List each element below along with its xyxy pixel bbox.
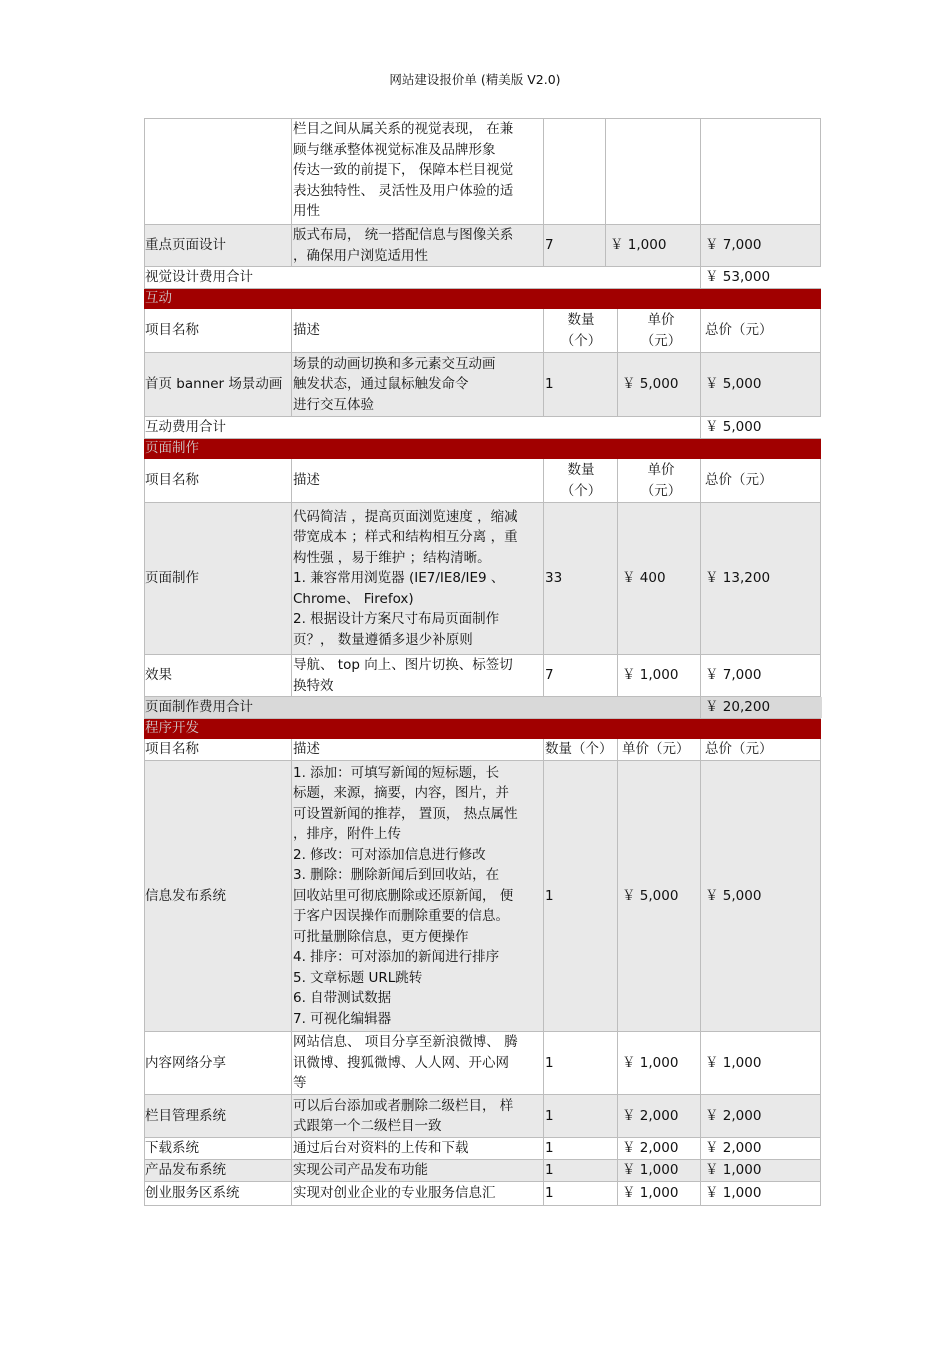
item-total: ￥ 5,000: [705, 887, 762, 904]
header-name: 项目名称: [145, 739, 292, 760]
item-total: ￥ 13,200: [705, 570, 771, 587]
description-line: 换特效: [293, 677, 334, 694]
item-name: 页面制作: [145, 503, 292, 654]
description-line: 构性强 ，易于维护 ；结构清晰。: [293, 549, 491, 566]
subtotal-value: ￥ 5,000: [701, 417, 822, 438]
item-description: [293, 507, 518, 651]
description-line: 实现对创业企业的专业服务信息汇: [293, 1185, 496, 1202]
item-total: ￥ 7,000: [705, 237, 762, 254]
header-line: （个）: [560, 332, 602, 349]
table-row: [144, 1095, 821, 1138]
item-description: [293, 354, 496, 416]
description-line: 通过后台对资料的上传和下载: [293, 1140, 469, 1157]
item-unit-price: ￥ 5,000: [618, 353, 701, 416]
header-qty: [545, 460, 617, 501]
table-row: [144, 353, 821, 417]
item-qty: 1: [544, 761, 618, 1031]
description-line: 网站信息、 项目分享至新浪微博、 腾: [293, 1034, 518, 1051]
header-line: 单价: [647, 462, 675, 478]
description-line: 用性: [293, 203, 320, 219]
description-line: ，排序，附件上传: [293, 826, 401, 843]
subtotal-label: 互动费用合计: [145, 417, 701, 438]
description-line: 于客户因误操作而删除重要的信息。: [293, 908, 509, 925]
section-title: 页面制作: [145, 440, 199, 457]
column-header-row: [144, 309, 821, 353]
item-description: [293, 1032, 518, 1094]
item-name: 首页 banner 场景动画: [145, 353, 292, 416]
description-line: 2. 修改：可对添加信息进行修改: [293, 846, 486, 863]
description-line: 带宽成本 ；样式和结构相互分离 ，重: [293, 529, 518, 546]
table-row: [144, 1160, 821, 1182]
item-unit-price: ￥ 1,000: [618, 1182, 701, 1205]
item-unit-price: ￥ 1,000: [618, 1032, 701, 1094]
item-description: [293, 1096, 513, 1137]
unit-price-cell: [606, 119, 701, 224]
section-header: [144, 289, 821, 309]
item-qty: 1: [544, 1095, 618, 1137]
header-line: （个）: [560, 482, 602, 499]
item-name: 信息发布系统: [145, 761, 292, 1031]
table-row: [144, 225, 821, 267]
section-title: 程序开发: [145, 720, 199, 737]
subtotal-label: 页面制作费用合计: [145, 697, 701, 718]
item-unit-price: ￥ 2,000: [618, 1095, 701, 1137]
document-title: 网站建设报价单 (精美版 V2.0): [389, 72, 561, 87]
description-line: 5. 文章标题 URL跳转: [293, 969, 423, 986]
description-line: 回收站里可彻底删除或还原新闻， 便: [293, 887, 514, 904]
description-line: 7. 可视化编辑器: [293, 1010, 392, 1027]
header-qty: [545, 310, 617, 351]
section-title: 互动: [145, 290, 172, 307]
header-unit: [622, 310, 700, 351]
table-row: [144, 655, 821, 697]
description-line: 标题，来源，摘要，内容，图片，并: [293, 785, 509, 802]
description-line: 版式布局， 统一搭配信息与图像关系: [293, 227, 514, 243]
description-line: 可设置新闻的推荐， 置顶， 热点属性: [293, 805, 518, 822]
column-header-row: [144, 739, 821, 761]
header-name: 项目名称: [145, 309, 292, 352]
header-total: 总价（元）: [705, 322, 773, 339]
item-name: 下载系统: [145, 1138, 292, 1159]
section-header: [144, 719, 821, 739]
item-unit-price: ￥ 1,000: [618, 655, 701, 696]
item-total: ￥ 7,000: [705, 667, 762, 684]
section-header: [144, 439, 821, 459]
header-total: 总价（元）: [705, 741, 773, 758]
header-line: （元）: [640, 332, 682, 349]
item-name-cell: [145, 119, 292, 224]
item-qty: 1: [544, 1160, 618, 1181]
description-line: 进行交互体验: [293, 396, 374, 413]
item-name: 效果: [145, 655, 292, 696]
description-line: 实现公司产品发布功能: [293, 1162, 428, 1179]
item-unit-price: ￥ 1,000: [618, 1160, 701, 1181]
description-line: 2. 根据设计方案尺寸布局页面制作: [293, 611, 500, 628]
item-name: 栏目管理系统: [145, 1095, 292, 1137]
item-description: [293, 119, 513, 222]
subtotal-label: 视觉设计费用合计: [145, 267, 701, 288]
item-qty: 1: [544, 1032, 618, 1094]
description-line: 代码简洁 ，提高页面浏览速度 ，缩减: [293, 508, 518, 525]
item-unit-price: ￥ 2,000: [618, 1138, 701, 1159]
item-description: [293, 1183, 496, 1204]
description-line: 可批量删除信息，更方便操作: [293, 928, 469, 945]
item-description: [293, 655, 513, 696]
description-line: 式跟第一个二级栏目一致: [293, 1118, 442, 1134]
header-line: 单价: [647, 312, 675, 328]
item-qty: 1: [544, 1182, 618, 1205]
item-name: 内容网络分享: [145, 1032, 292, 1094]
description-line: 6. 自带测试数据: [293, 990, 392, 1007]
table-row: [144, 503, 821, 655]
total-cell: [701, 119, 822, 224]
item-name: 创业服务区系统: [145, 1182, 292, 1205]
description-line: 导航、 top 向上、图片切换、标签切: [293, 657, 513, 673]
header-name: 项目名称: [145, 459, 292, 502]
item-qty: 1: [544, 1138, 618, 1159]
header-qty: 数量（个）: [544, 739, 618, 760]
item-qty: 1: [544, 353, 618, 416]
item-description: [293, 1160, 428, 1181]
table-row: [144, 1032, 821, 1095]
description-line: 触发状态，通过鼠标触发命令: [293, 376, 469, 393]
description-line: 等: [293, 1075, 307, 1092]
subtotal-value: ￥ 20,200: [701, 697, 822, 718]
table-row: [144, 118, 821, 225]
description-line: 4. 排序：可对添加的新闻进行排序: [293, 949, 500, 966]
table-row: [144, 1182, 821, 1206]
item-total: ￥ 2,000: [705, 1107, 762, 1124]
item-name: 重点页面设计: [145, 225, 292, 266]
subtotal-row: [144, 697, 821, 719]
header-desc: 描述: [292, 739, 544, 760]
item-total: ￥ 1,000: [705, 1162, 762, 1179]
item-total: ￥ 1,000: [705, 1185, 762, 1202]
header-line: （元）: [640, 482, 682, 499]
description-line: 讯微博、搜狐微博、人人网、开心网: [293, 1054, 509, 1071]
description-line: 顾与继承整体视觉标准及品牌形象: [293, 141, 496, 158]
item-description: [293, 763, 518, 1030]
item-description: [293, 225, 513, 266]
description-line: 页？， 数量遵循多退少补原则: [293, 631, 473, 648]
header-unit: 单价（元）: [618, 739, 701, 760]
header-desc: 描述: [292, 459, 544, 502]
description-line: 表达独特性、 灵活性及用户体验的适: [293, 182, 514, 199]
qty-cell: [544, 119, 606, 224]
description-line: 场景的动画切换和多元素交互动画: [293, 355, 496, 372]
subtotal-row: [144, 417, 821, 439]
item-unit-price: ￥ 1,000: [606, 225, 701, 266]
description-line: 可以后台添加或者删除二级栏目， 样: [293, 1097, 514, 1114]
item-qty: 7: [544, 655, 618, 696]
description-line: 1. 添加：可填写新闻的短标题，长: [293, 764, 500, 781]
item-unit-price: ￥ 400: [618, 503, 701, 654]
header-desc: 描述: [292, 309, 544, 352]
description-line: 栏目之间从属关系的视觉表现， 在兼: [293, 121, 514, 137]
quote-table: [144, 118, 821, 1206]
description-line: 3. 删除：删除新闻后到回收站，在: [293, 867, 500, 884]
header-total: 总价（元）: [705, 472, 773, 489]
description-line: Chrome、 Firefox): [293, 590, 414, 607]
item-unit-price: ￥ 5,000: [618, 761, 701, 1031]
item-qty: 7: [544, 225, 606, 266]
item-total: ￥ 1,000: [705, 1054, 762, 1071]
header-unit: [622, 460, 700, 501]
item-description: [293, 1138, 469, 1159]
item-qty: 33: [544, 503, 618, 654]
description-line: ，确保用户浏览适用性: [293, 247, 428, 264]
description-line: 传达一致的前提下， 保障本栏目视觉: [293, 162, 514, 178]
item-total: ￥ 5,000: [705, 376, 762, 393]
table-row: [144, 1138, 821, 1160]
item-total: ￥ 2,000: [705, 1140, 762, 1157]
item-name: 产品发布系统: [145, 1160, 292, 1181]
subtotal-value: ￥ 53,000: [701, 267, 822, 288]
item-desc-cell: [292, 119, 544, 224]
column-header-row: [144, 459, 821, 503]
header-line: 数量: [567, 462, 595, 478]
description-line: 1. 兼容常用浏览器 (IE7/IE8/IE9 、: [293, 570, 505, 587]
header-line: 数量: [567, 312, 595, 328]
table-row: [144, 761, 821, 1032]
subtotal-row: [144, 267, 821, 289]
